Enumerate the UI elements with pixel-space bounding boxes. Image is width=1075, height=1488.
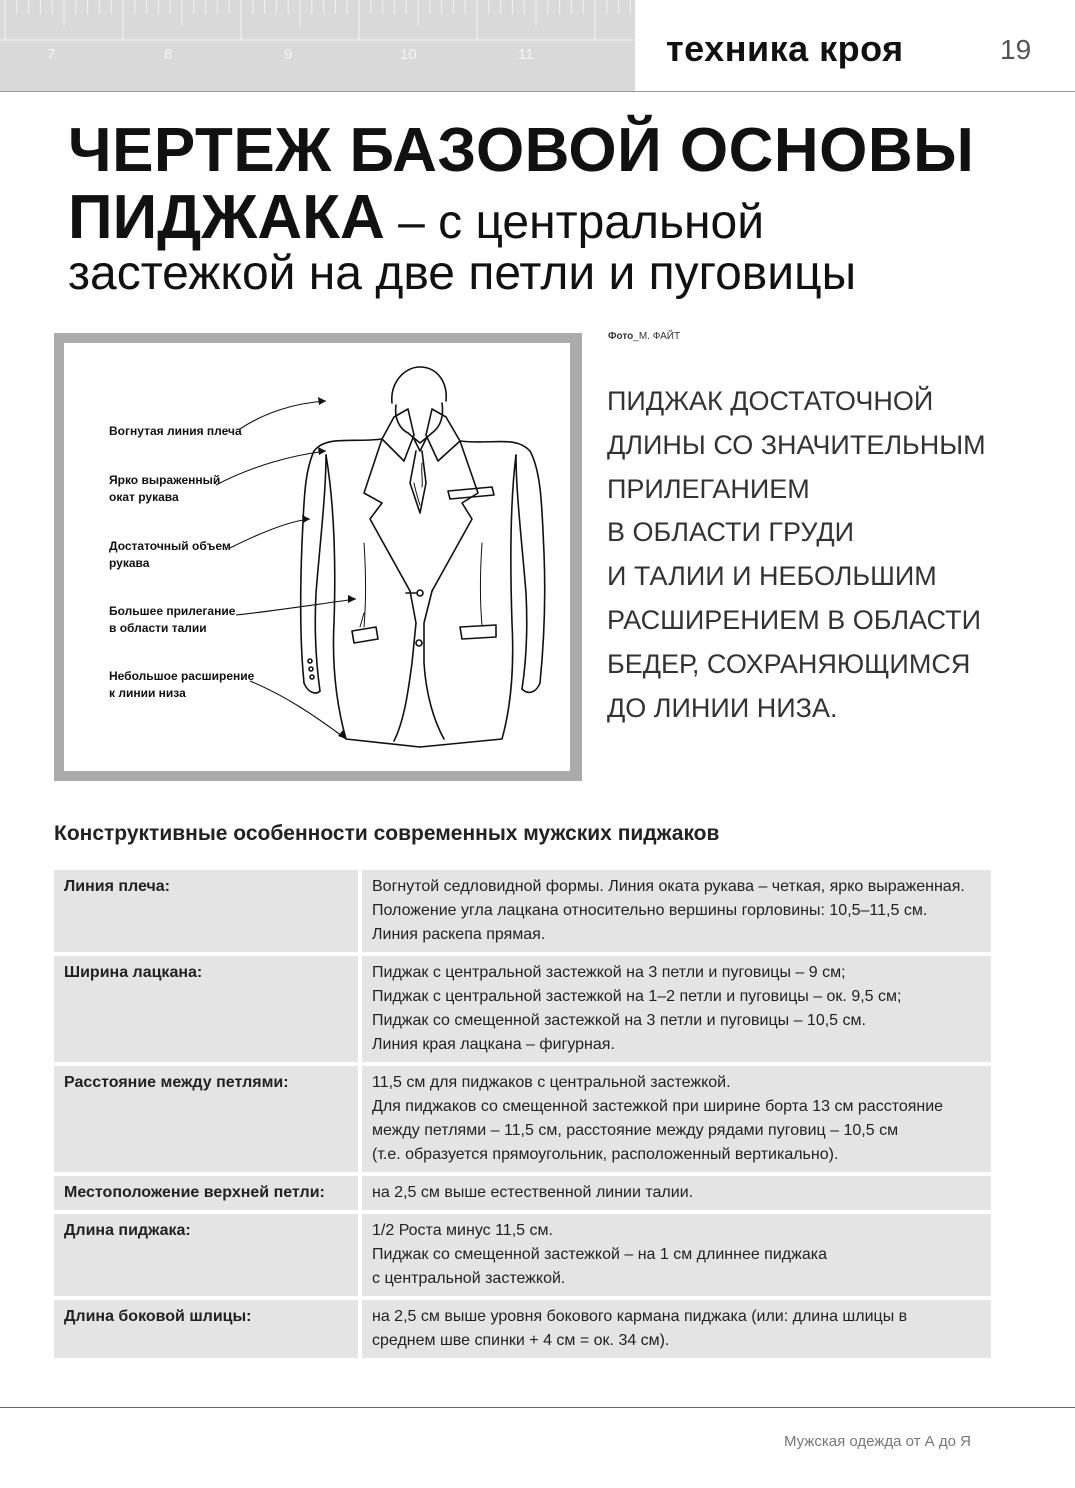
table-row-label: Длина боковой шлицы: (54, 1300, 362, 1358)
annotation-sleeve-volume: Достаточный объем рукава (109, 539, 231, 570)
table-heading: Конструктивные особенности современных мужских пиджаков (54, 822, 720, 845)
table-row (54, 1300, 991, 1358)
ruler-number: 8 (164, 46, 173, 63)
table-row-value (362, 1066, 991, 1172)
jacket-illustration (64, 343, 570, 771)
table-row (54, 1214, 991, 1296)
table-value-line: среднем шве спинки + 4 см = ок. 34 см). (372, 1332, 670, 1349)
table-value-line: с центральной застежкой. (372, 1270, 566, 1287)
intro-text (607, 380, 1067, 730)
table-value-line: Положение угла лацкана относительно вершины горловины: 10,5–11,5 см. (372, 902, 928, 919)
ruler-number: 10 (400, 46, 417, 63)
jacket-illustration-frame (54, 333, 582, 781)
table-row-label: Местоположение верхней петли: (54, 1176, 362, 1210)
ruler-number: 11 (518, 46, 534, 63)
ruler-number: 9 (284, 46, 293, 63)
table-row-value (362, 1300, 991, 1358)
table-value-line: между петлями – 11,5 см, расстояние между рядами пуговиц – 10,5 см (372, 1122, 899, 1139)
intro-line: РАСШИРЕНИЕМ В ОБЛАСТИ (607, 604, 982, 635)
section-title: техника кроя (666, 28, 904, 69)
table-row (54, 870, 991, 952)
table-value-line: Пиджак со смещенной застежкой – на 1 см длиннее пиджака (372, 1246, 827, 1263)
intro-line: ДО ЛИНИИ НИЗА. (607, 692, 838, 723)
page-number: 19 (1000, 34, 1032, 65)
table-value-line: Линия края лацкана – фигурная. (372, 1036, 615, 1053)
table-value-line: Пиджак с центральной застежкой на 3 петли и пуговицы – 9 см; (372, 964, 846, 981)
table-row-label: Длина пиджака: (54, 1214, 362, 1296)
intro-line: ПИДЖАК ДОСТАТОЧНОЙ (607, 386, 934, 416)
annotation-hem-flare: Небольшое расширение к линии низа (109, 669, 255, 700)
table-row-value (362, 1214, 991, 1296)
table-value-line: Пиджак с центральной застежкой на 1–2 петли и пуговицы – ок. 9,5 см; (372, 988, 902, 1005)
table-row-label: Линия плеча: (54, 870, 362, 952)
table-value-line: 11,5 см для пиджаков с центральной застежкой. (372, 1074, 731, 1091)
annotation-shoulder-line: Вогнутая линия плеча (109, 424, 242, 438)
ruler-number: 7 (47, 46, 56, 63)
page-title-bold: ПИДЖАКА (68, 183, 385, 252)
header-ruler (0, 0, 635, 92)
page-title-rest: – с центральной (384, 196, 764, 249)
annotation-waist-fit: Большее прилегание в области талии (109, 604, 236, 635)
table-row (54, 956, 991, 1062)
table-value-line: Вогнутой седловидной формы. Линия оката рукава – четкая, ярко выраженная. (372, 878, 965, 895)
table-value-line: 1/2 Роста минус 11,5 см. (372, 1222, 553, 1239)
table-row (54, 1066, 991, 1172)
table-value-line: Пиджак со смещенной застежкой на 3 петли и пуговицы – 10,5 см. (372, 1012, 866, 1029)
table-value-line: на 2,5 см выше естественной линии талии. (372, 1184, 694, 1201)
ruler-ticks (0, 0, 635, 92)
header-divider (0, 91, 1075, 92)
page-title-line3: застежкой на две петли и пуговицы (68, 247, 857, 300)
table-row-value (362, 956, 991, 1062)
table-value-line: Для пиджаков со смещенной застежкой при ширине борта 13 см расстояние (372, 1098, 944, 1115)
table-row-label: Ширина лацкана: (54, 956, 362, 1062)
table-value-line: (т.е. образуется прямоугольник, расположенный вертикально). (372, 1146, 839, 1163)
intro-line: И ТАЛИИ И НЕБОЛЬШИМ (607, 561, 937, 592)
intro-line: ДЛИНЫ СО ЗНАЧИТЕЛЬНЫМ (607, 429, 986, 460)
table-row (54, 1176, 991, 1210)
intro-line: ПРИЛЕГАНИЕМ (607, 473, 810, 504)
spec-table (54, 866, 991, 1362)
page-title-line1: ЧЕРТЕЖ БАЗОВОЙ ОСНОВЫ (68, 116, 975, 185)
table-value-line: Линия раскепа прямая. (372, 926, 546, 943)
photo-credit: Фото_М. ФАЙТ (608, 331, 681, 342)
intro-line: В ОБЛАСТИ ГРУДИ (607, 517, 855, 548)
table-row-value (362, 1176, 991, 1210)
footer-text: Мужская одежда от А до Я (784, 1433, 971, 1450)
footer-divider (0, 1407, 1075, 1408)
intro-line: БЕДЕР, СОХРАНЯЮЩИМСЯ (607, 648, 971, 679)
table-row-label: Расстояние между петлями: (54, 1066, 362, 1172)
table-value-line: на 2,5 см выше уровня бокового кармана пиджака (или: длина шлицы в (372, 1308, 908, 1325)
annotation-sleeve-cap: Ярко выраженный окат рукава (109, 473, 221, 504)
table-row-value (362, 870, 991, 952)
